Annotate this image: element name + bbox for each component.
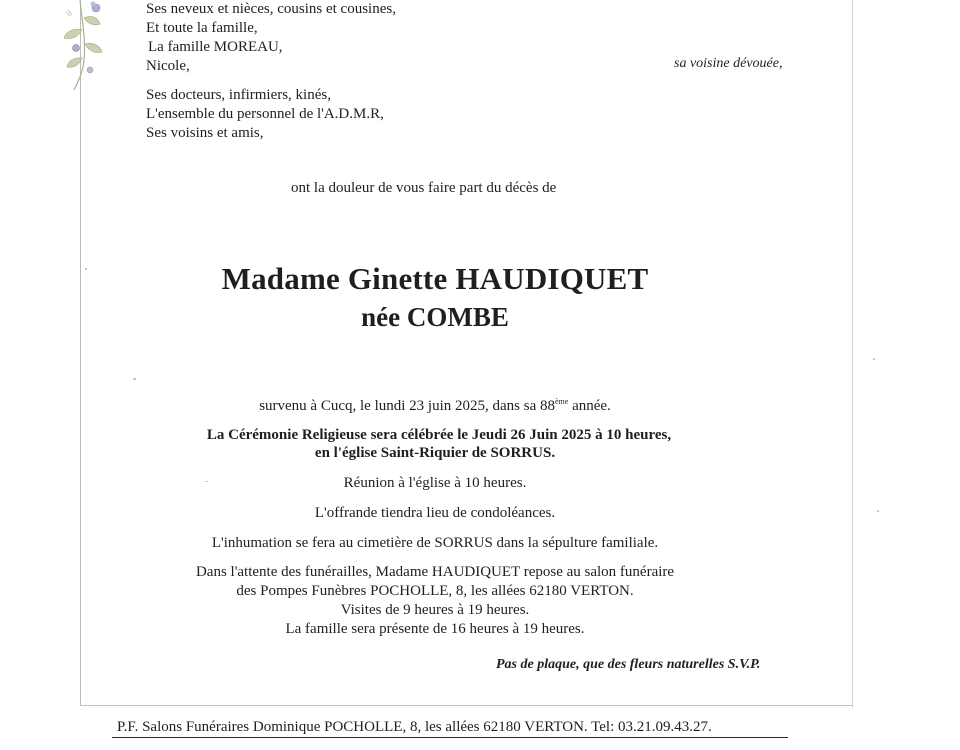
rest-line-1: Dans l'attente des funérailles, Madame HAUDIQUET repose au salon funéraire <box>195 564 675 580</box>
family-presence-text: La famille sera présente de 16 heures à 19 heures. <box>285 621 585 637</box>
scan-speck <box>85 268 87 270</box>
death-details-superscript: ème <box>554 397 569 406</box>
meeting-text: Réunion à l'église à 10 heures. <box>343 475 527 491</box>
footer-underline <box>112 737 788 738</box>
scan-speck <box>133 378 136 380</box>
burial-text: L'inhumation se fera au cimetière de SORRUS dans la sépulture familiale. <box>211 535 659 551</box>
family-line-nicole: Nicole, <box>146 58 190 74</box>
family-line-doctors: Ses docteurs, infirmiers, kinés, <box>146 87 331 103</box>
visits-text: Visites de 9 heures à 19 heures. <box>340 602 530 618</box>
ceremony-line-2: en l'église Saint-Riquier de SORRUS. <box>314 445 556 461</box>
deceased-name: Madame Ginette HAUDIQUET <box>221 261 649 296</box>
scan-speck <box>877 510 879 512</box>
offering-text: L'offrande tiendra lieu de condoléances. <box>314 505 556 521</box>
death-details-text: survenu à Cucq, le lundi 23 juin 2025, dans sa 88 <box>259 398 555 414</box>
family-line-neighbors: Ses voisins et amis, <box>146 125 264 141</box>
rest-line-2: des Pompes Funèbres POCHOLLE, 8, les allées 62180 VERTON. <box>236 583 634 599</box>
deceased-maiden-name: née COMBE <box>361 302 509 332</box>
scan-speck <box>873 358 875 360</box>
ceremony-line-1: La Cérémonie Religieuse sera célébrée le Jeudi 26 Juin 2025 à 10 heures, <box>206 427 672 443</box>
family-line-admr: L'ensemble du personnel de l'A.D.M.R, <box>146 106 384 122</box>
neighbor-note: sa voisine dévouée, <box>674 56 783 71</box>
death-details <box>0 397 870 415</box>
funeral-home-footer: P.F. Salons Funéraires Dominique POCHOLLE, 8, les allées 62180 VERTON. Tel: 03.21.09.43.27. <box>117 719 712 735</box>
floral-branch-icon <box>56 0 108 90</box>
announcement-text: ont la douleur de vous faire part du décès de <box>291 180 557 196</box>
closing-note: Pas de plaque, que des fleurs naturelles S.V.P. <box>496 657 761 672</box>
family-line-nephews: Ses neveux et nièces, cousins et cousines, <box>146 1 396 17</box>
family-line-moreau: La famille MOREAU, <box>148 39 283 55</box>
scan-speck <box>205 481 208 482</box>
page-border-bottom <box>80 705 853 706</box>
death-details-suffix: année. <box>568 398 611 414</box>
family-line-whole-family: Et toute la famille, <box>146 20 258 36</box>
